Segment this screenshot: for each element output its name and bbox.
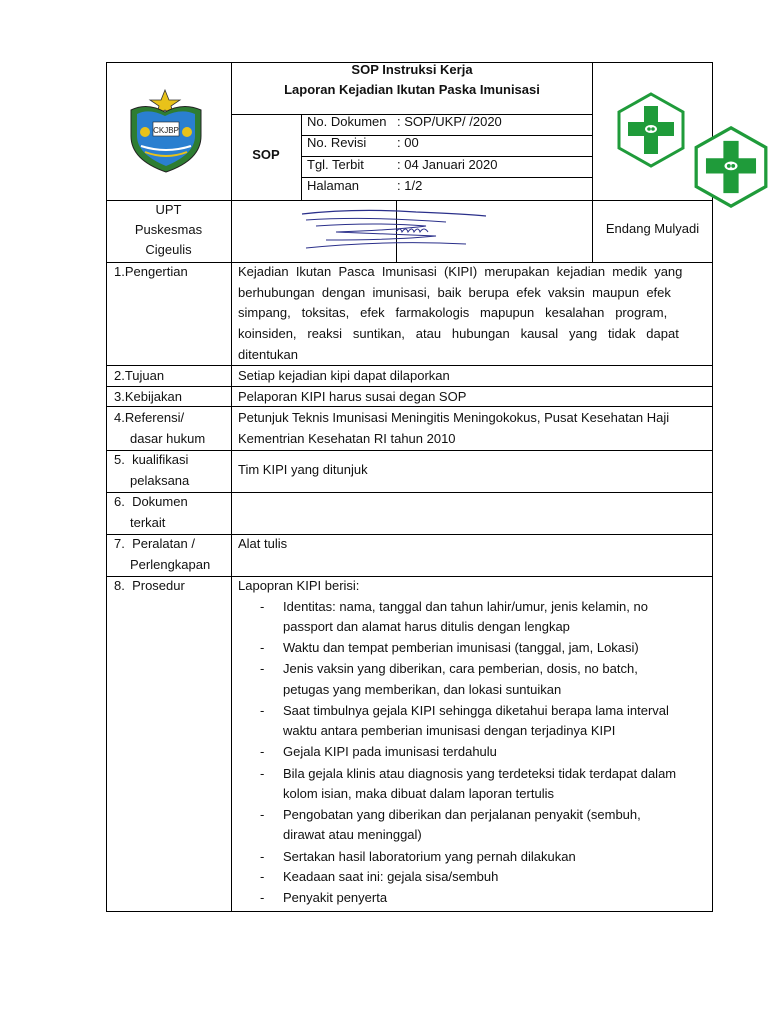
list-bullet: - bbox=[260, 890, 265, 905]
peralatan-text: Alat tulis bbox=[238, 536, 288, 551]
list-bullet: - bbox=[260, 640, 265, 655]
referensi-line-1: Petunjuk Teknis Imunisasi Meningitis Meningokokus, Pusat Kesehatan Haji bbox=[238, 410, 670, 425]
puskesmas-logo-icon bbox=[617, 92, 685, 168]
meta-date-label: Tgl. Terbit bbox=[307, 157, 364, 172]
list-bullet: - bbox=[260, 766, 265, 781]
dokumen-label-2: terkait bbox=[130, 515, 166, 530]
dokumen-label-1: 6. Dokumen bbox=[114, 494, 188, 509]
list-bullet: - bbox=[260, 849, 265, 864]
list-item: Identitas: nama, tanggal dan tahun lahir/umur, jenis kelamin, no bbox=[283, 599, 648, 614]
pengertian-line-5: ditentukan bbox=[238, 347, 298, 362]
list-bullet: - bbox=[260, 807, 265, 822]
list-item: Pengobatan yang diberikan dan perjalanan penyakit (sembuh, bbox=[283, 807, 641, 822]
document-title: SOP Instruksi Kerja bbox=[351, 62, 473, 77]
signatory-name: Endang Mulyadi bbox=[605, 221, 700, 236]
referensi-label-2: dasar hukum bbox=[130, 431, 206, 446]
list-item: Gejala KIPI pada imunisasi terdahulu bbox=[283, 744, 497, 759]
kualifikasi-label-1: 5. kualifikasi bbox=[114, 452, 189, 467]
meta-page-value: : 1/2 bbox=[397, 178, 423, 193]
document-subtitle: Laporan Kejadian Ikutan Paska Imunisasi bbox=[284, 82, 540, 97]
list-item: Bila gejala klinis atau diagnosis yang terdeteksi tidak terdapat dalam bbox=[283, 766, 677, 781]
meta-doc-label: No. Dokumen bbox=[307, 114, 387, 129]
list-item: waktu antara pemberian imunisasi dengan terjadinya KIPI bbox=[283, 723, 616, 738]
regional-shield-logo bbox=[125, 88, 211, 174]
list-item: Waktu dan tempat pemberian imunisasi (tanggal, jam, Lokasi) bbox=[283, 640, 639, 655]
org-line-2: Puskesmas bbox=[134, 222, 203, 237]
org-line-1: UPT bbox=[155, 202, 182, 217]
meta-rev-label: No. Revisi bbox=[307, 135, 367, 150]
signature-image bbox=[296, 204, 496, 258]
tujuan-text: Setiap kejadian kipi dapat dilaporkan bbox=[238, 368, 450, 383]
list-item: passport dan alamat harus ditulis dengan lengkap bbox=[283, 619, 570, 634]
kebijakan-label: 3.Kebijakan bbox=[114, 389, 182, 404]
list-item: Sertakan hasil laboratorium yang pernah dilakukan bbox=[283, 849, 576, 864]
prosedur-intro: Lapopran KIPI berisi: bbox=[238, 578, 360, 593]
pengertian-line-4: koinsiden, reaksi suntikan, atau hubungan kausal yang tidak dapat bbox=[238, 326, 679, 341]
org-line-3: Cigeulis bbox=[145, 242, 192, 257]
list-item: petugas yang memberikan, dan lokasi suntuikan bbox=[283, 682, 562, 697]
meta-page-label: Halaman bbox=[307, 178, 360, 193]
list-item: dirawat atau meninggal) bbox=[283, 827, 422, 842]
pengertian-line-1: Kejadian Ikutan Pasca Imunisasi (KIPI) merupakan kejadian medik yang bbox=[238, 264, 683, 279]
list-item: Saat timbulnya gejala KIPI sehingga diketahui berapa lama interval bbox=[283, 703, 669, 718]
list-bullet: - bbox=[260, 869, 265, 884]
sop-label: SOP bbox=[252, 147, 280, 162]
pengertian-line-3: simpang, toksitas, efek farmakologis mapupun kesalahan program, bbox=[238, 305, 668, 320]
peralatan-label-1: 7. Peralatan / bbox=[114, 536, 195, 551]
kualifikasi-label-2: pelaksana bbox=[130, 473, 190, 488]
list-item: Jenis vaksin yang diberikan, cara pemberian, dosis, no batch, bbox=[283, 661, 638, 676]
list-bullet: - bbox=[260, 703, 265, 718]
list-item: kolom isian, maka dibuat dalam laporan tertulis bbox=[283, 786, 554, 801]
referensi-line-2: Kementrian Kesehatan RI tahun 2010 bbox=[238, 431, 456, 446]
pengertian-line-2: berhubungan dengan imunisasi, baik berupa efek vaksin maupun efek bbox=[238, 285, 671, 300]
meta-doc-value: : SOP/UKP/ /2020 bbox=[397, 114, 502, 129]
prosedur-label: 8. Prosedur bbox=[114, 578, 185, 593]
kualifikasi-text: Tim KIPI yang ditunjuk bbox=[238, 462, 368, 477]
kebijakan-text: Pelaporan KIPI harus susai degan SOP bbox=[238, 389, 467, 404]
list-bullet: - bbox=[260, 744, 265, 759]
svg-text:CKJBP: CKJBP bbox=[153, 126, 179, 135]
meta-date-value: : 04 Januari 2020 bbox=[397, 157, 498, 172]
list-bullet: - bbox=[260, 599, 265, 614]
tujuan-label: 2.Tujuan bbox=[114, 368, 165, 383]
list-item: Penyakit penyerta bbox=[283, 890, 388, 905]
puskesmas-logo-icon-secondary bbox=[694, 124, 768, 210]
meta-rev-value: : 00 bbox=[397, 135, 419, 150]
peralatan-label-2: Perlengkapan bbox=[130, 557, 211, 572]
list-bullet: - bbox=[260, 661, 265, 676]
pengertian-label: 1.Pengertian bbox=[114, 264, 188, 279]
referensi-label-1: 4.Referensi/ bbox=[114, 410, 185, 425]
list-item: Keadaan saat ini: gejala sisa/sembuh bbox=[283, 869, 499, 884]
